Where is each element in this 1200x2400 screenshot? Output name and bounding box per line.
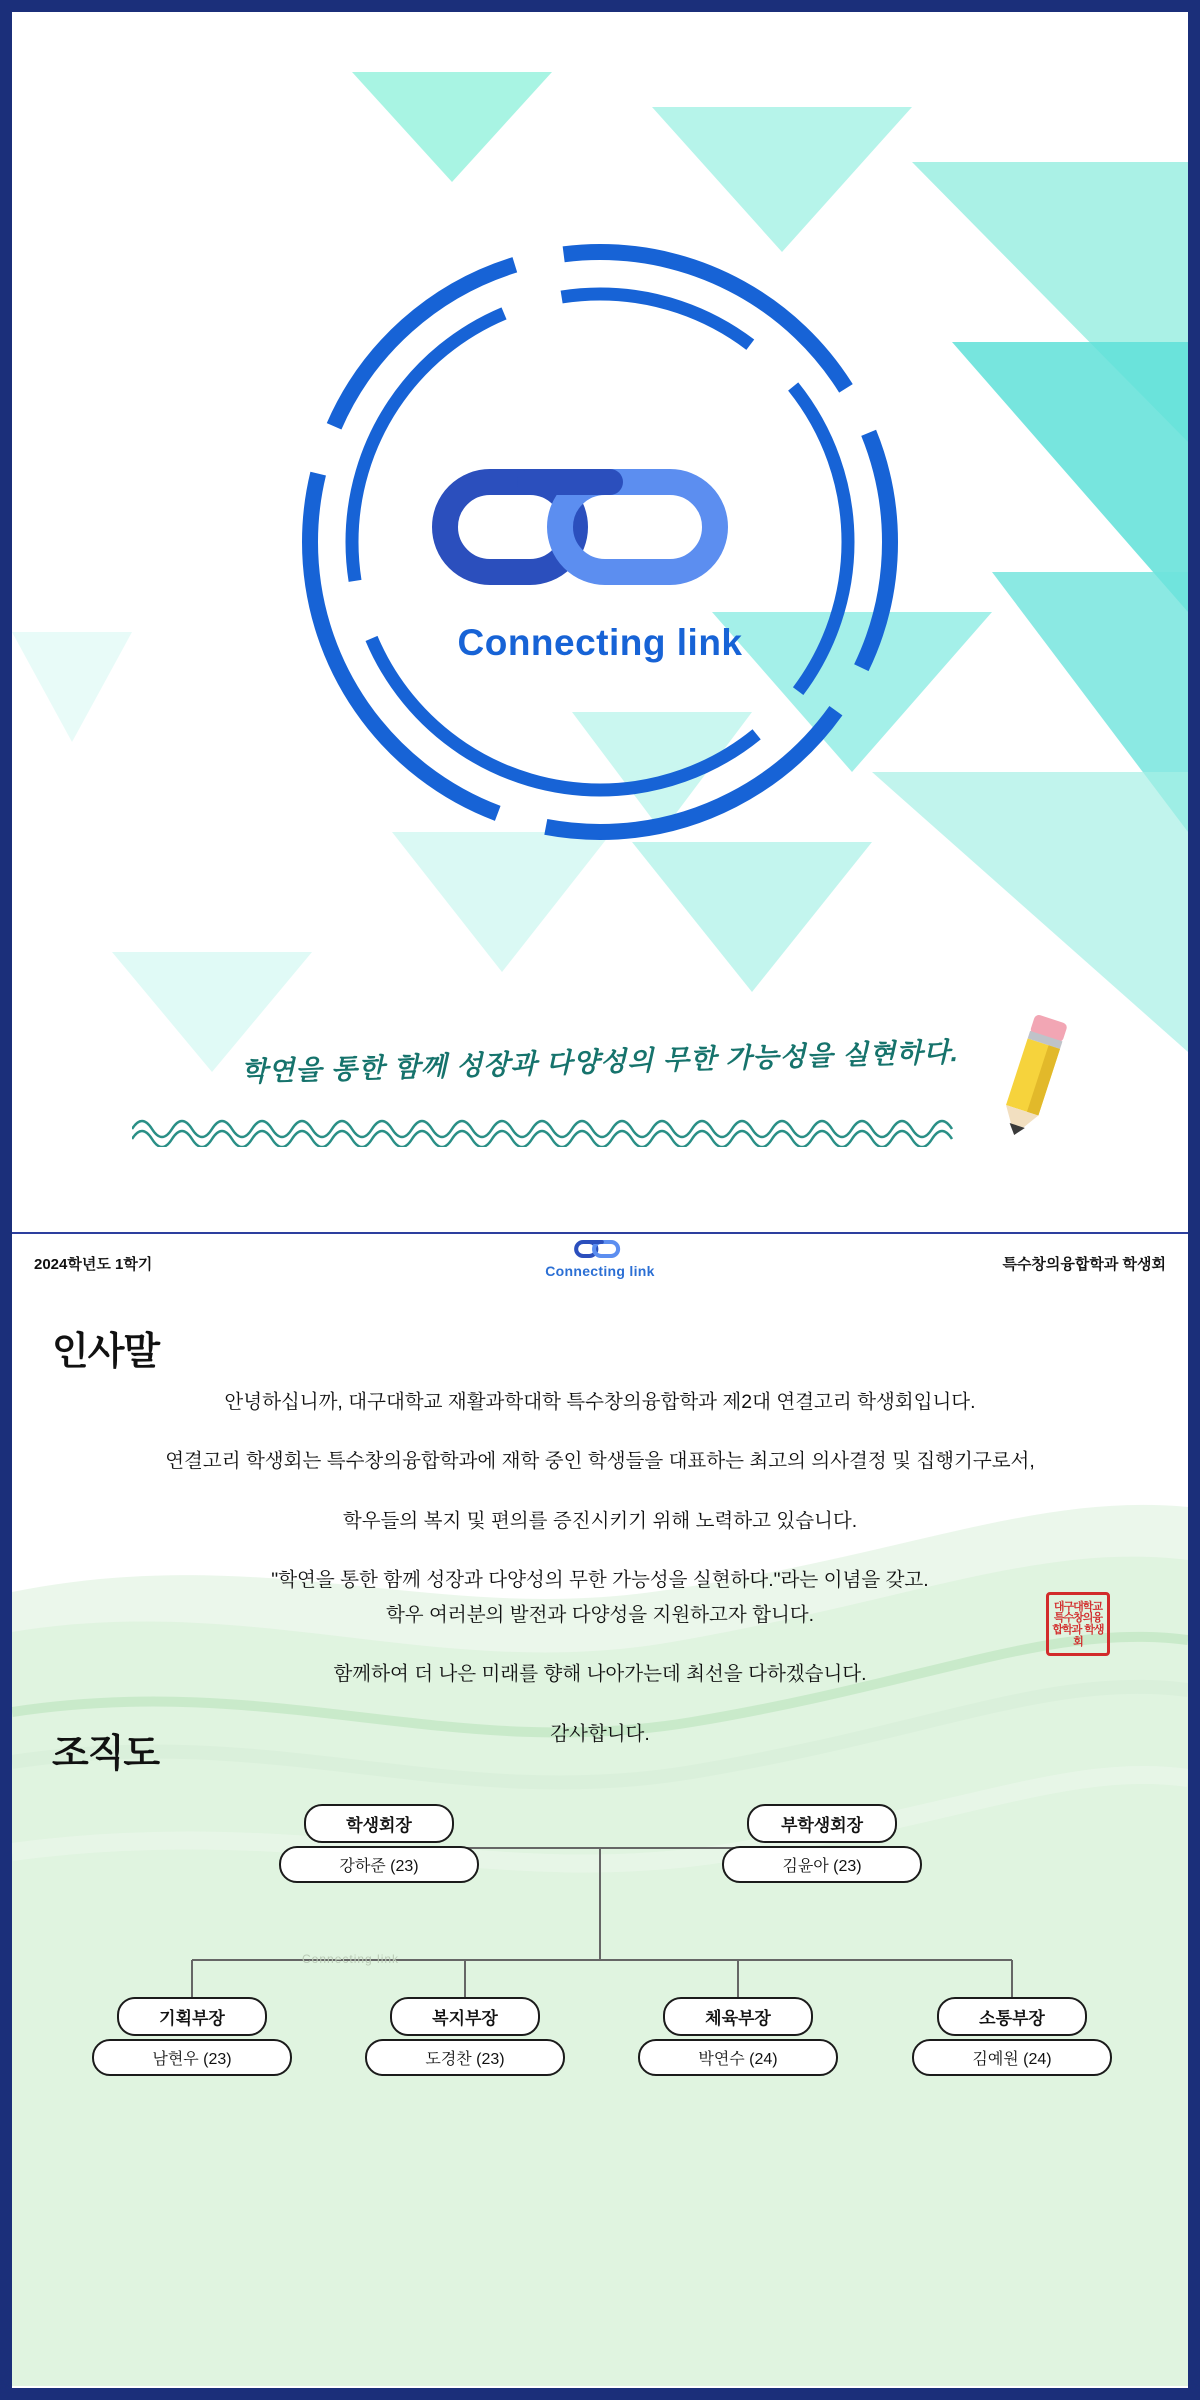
org-person-label: 박연수 (24) [638,2039,838,2076]
greeting-paragraph: 학우 여러분의 발전과 다양성을 지원하고자 합니다. [385,1604,815,1626]
org-role-label: 학생회장 [304,1804,454,1843]
org-node-vice-president [722,1804,922,1883]
chain-link-icon [420,462,780,592]
footer-logo-text: Connecting link [545,1263,655,1279]
org-chart [12,1782,1188,2082]
footer-term-label: 2024학년도 1학기 [34,1255,153,1273]
org-node-welfare [365,1997,565,2076]
squiggle-underline-icon [132,1107,962,1147]
greeting-paragraph: "학연을 통한 함께 성장과 다양성의 무한 가능성을 실현하다."라는 이념을 갖고. [271,1568,929,1591]
org-role-label: 기획부장 [117,1997,267,2036]
poster-slogan: 학연을 통한 함께 성장과 다양성의 무한 가능성을 실현하다. [240,1036,960,1088]
logo-mark [250,192,950,892]
org-person-label: 김윤아 (23) [722,1846,922,1883]
org-role-label: 소통부장 [937,1997,1087,2036]
footer-org-label: 특수창의융합학과 학생회 [1002,1255,1166,1273]
footer-logo [545,1238,655,1279]
org-person-label: 도경찬 (23) [365,2039,565,2076]
greeting-paragraph: 연결고리 학생회는 특수창의융합학과에 재학 중인 학생들을 대표하는 최고의 의사결정 및 집행기구로서, [165,1450,1035,1473]
org-node-communication [912,1997,1112,2076]
greeting-body [12,1388,1188,1779]
poster-hero [12,12,1188,1232]
org-watermark: Connecting link [302,1952,400,1966]
org-role-label: 복지부장 [390,1997,540,2036]
greeting-title: 인사말 [52,1331,160,1373]
org-person-label: 김예원 (24) [912,2039,1112,2076]
logo-text: Connecting link [457,622,743,663]
chain-link-icon-small [572,1238,628,1260]
official-seal-stamp: 대구대학교 특수창의융합학과 학생회 [1046,1592,1110,1656]
org-role-label: 체육부장 [663,1997,813,2036]
org-person-label: 강하준 (23) [279,1846,479,1883]
org-chart-title: 조직도 [52,1733,160,1775]
org-node-sports [638,1997,838,2076]
poster-footer-bar [12,1232,1188,1292]
greeting-paragraph: 감사합니다. [550,1722,650,1745]
org-person-label: 남현우 (23) [92,2039,292,2076]
greeting-paragraph: 함께하여 더 나은 미래를 향해 나아가는데 최선을 다하겠습니다. [333,1663,867,1686]
document-section [12,1292,1188,2386]
org-node-president [279,1804,479,1883]
org-role-label: 부학생회장 [747,1804,897,1843]
org-node-planning [92,1997,292,2076]
greeting-paragraph: 학우들의 복지 및 편의를 증진시키기 위해 노력하고 있습니다. [342,1509,858,1532]
greeting-paragraph: 안녕하십니까, 대구대학교 재활과학대학 특수창의융합학과 제2대 연결고리 학생회입니다. [224,1391,976,1413]
